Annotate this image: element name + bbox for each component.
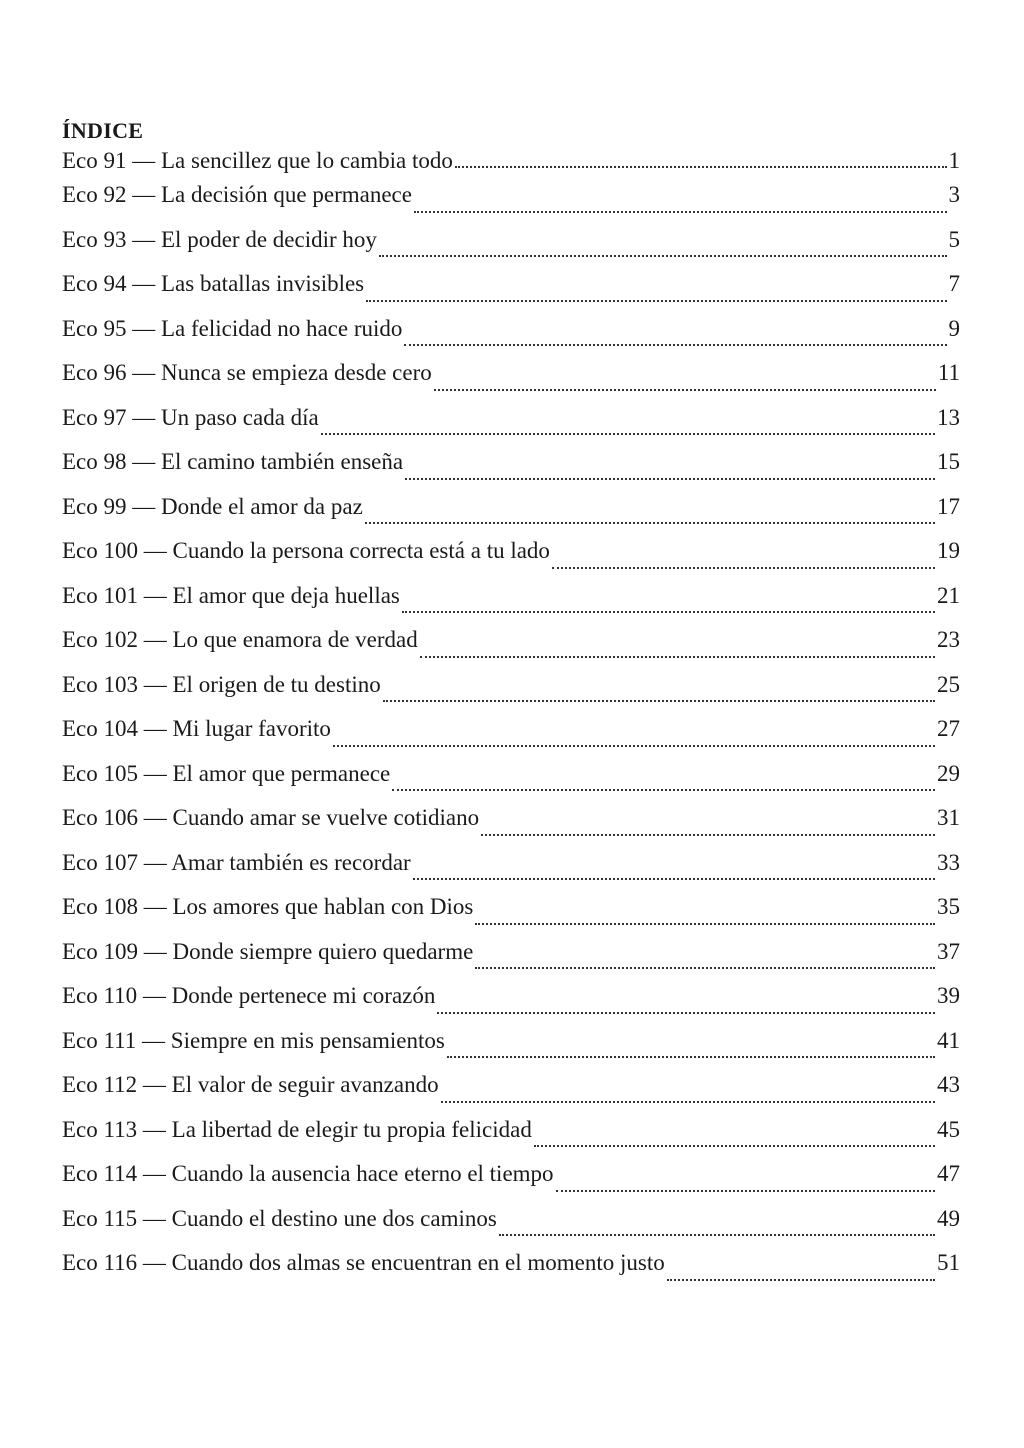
toc-entry[interactable]: [62, 1070, 960, 1115]
toc-entry-page-number: 29: [937, 760, 960, 786]
toc-entry-page-number: 35: [937, 894, 960, 919]
dot-leader: [405, 478, 935, 480]
toc-heading: ÍNDICE: [62, 118, 144, 143]
dot-leader: [475, 967, 935, 969]
toc-entry[interactable]: [62, 225, 960, 270]
toc-entry[interactable]: [62, 803, 960, 848]
dot-leader: [475, 923, 935, 925]
toc-entry-page-number: 1: [948, 148, 960, 173]
toc-entry[interactable]: [62, 447, 960, 492]
dot-leader: [455, 166, 947, 168]
toc-entry-title: Eco 112 — El valor de seguir avanzando: [62, 1072, 439, 1097]
toc-entry-title: Eco 98 — El camino también enseña: [62, 449, 404, 474]
toc-entry-title: Eco 92 — La decisión que permanece: [62, 182, 412, 207]
toc-entry[interactable]: [62, 1159, 960, 1204]
toc-entry[interactable]: [62, 848, 960, 893]
dot-leader: [499, 1234, 935, 1236]
dot-leader: [392, 789, 935, 791]
document-page: [62, 116, 960, 1293]
toc-entry-title: Eco 106 — Cuando amar se vuelve cotidiano: [62, 805, 480, 830]
toc-entry-title: Eco 114 — Cuando la ausencia hace eterno el tiempo: [62, 1161, 554, 1186]
toc-entry[interactable]: [62, 492, 960, 537]
toc-entry-title: Eco 105 — El amor que permanece: [62, 760, 391, 786]
toc-entry-title: Eco 96 — Nunca se empieza desde cero: [62, 360, 432, 385]
toc-entry-title: Eco 108 — Los amores que hablan con Dios: [62, 894, 474, 919]
toc-entry[interactable]: [62, 937, 960, 982]
dot-leader: [379, 255, 947, 257]
toc-entry-page-number: 31: [937, 805, 960, 830]
toc-entry-page-number: 43: [937, 1072, 960, 1097]
toc-entry-page-number: 3: [948, 182, 960, 207]
toc-entry-title: Eco 103 — El origen de tu destino: [62, 671, 381, 697]
toc-entry-title: Eco 113 — La libertad de elegir tu propia felicidad: [62, 1116, 532, 1142]
dot-leader: [383, 700, 935, 702]
toc-entry-title: Eco 102 — Lo que enamora de verdad: [62, 627, 418, 652]
toc-entry-page-number: 11: [937, 360, 960, 385]
dot-leader: [441, 1101, 935, 1103]
toc-entry-page-number: 23: [937, 627, 960, 652]
toc-entry-page-number: 51: [937, 1250, 960, 1275]
toc-entry[interactable]: [62, 536, 960, 581]
toc-entry[interactable]: [62, 314, 960, 359]
toc-entry-page-number: 27: [937, 716, 960, 741]
toc-entry-page-number: 37: [937, 938, 960, 964]
toc-entry-page-number: 19: [937, 538, 960, 563]
dot-leader: [420, 656, 935, 658]
toc-entry-title: Eco 109 — Donde siempre quiero quedarme: [62, 938, 474, 964]
toc-entry[interactable]: [62, 146, 960, 180]
toc-entry-page-number: 15: [937, 449, 960, 474]
toc-entry-title: Eco 107 — Amar también es recordar: [62, 849, 411, 875]
toc-entry[interactable]: [62, 1248, 960, 1293]
toc-entry[interactable]: [62, 714, 960, 759]
toc-entry-title: Eco 104 — Mi lugar favorito: [62, 716, 331, 741]
toc-entry-page-number: 17: [937, 493, 960, 519]
toc-entry[interactable]: [62, 981, 960, 1026]
toc-entry-page-number: 25: [937, 671, 960, 697]
toc-entry[interactable]: [62, 625, 960, 670]
toc-entry-title: Eco 115 — Cuando el destino une dos caminos: [62, 1205, 497, 1231]
toc-entry[interactable]: [62, 358, 960, 403]
dot-leader: [366, 300, 946, 302]
dot-leader: [552, 567, 935, 569]
toc-entry[interactable]: [62, 269, 960, 314]
dot-leader: [414, 211, 947, 213]
toc-entry-page-number: 33: [937, 849, 960, 875]
toc-entry-page-number: 13: [937, 404, 960, 430]
dot-leader: [333, 745, 935, 747]
toc-entry[interactable]: [62, 759, 960, 804]
toc-entry-title: Eco 100 — Cuando la persona correcta está a tu lado: [62, 538, 550, 563]
toc-entry-title: Eco 116 — Cuando dos almas se encuentran en el momento justo: [62, 1250, 665, 1275]
dot-leader: [556, 1190, 935, 1192]
toc-entry-page-number: 41: [937, 1027, 960, 1053]
dot-leader: [404, 344, 946, 346]
toc-entry-title: Eco 111 — Siempre en mis pensamientos: [62, 1027, 445, 1053]
toc-entry-title: Eco 101 — El amor que deja huellas: [62, 582, 400, 608]
dot-leader: [413, 878, 935, 880]
toc-entry-page-number: 49: [937, 1205, 960, 1231]
dot-leader: [447, 1056, 935, 1058]
toc-entry-page-number: 21: [937, 582, 960, 608]
toc-entry-title: Eco 97 — Un paso cada día: [62, 404, 319, 430]
dot-leader: [437, 1012, 935, 1014]
toc-entry[interactable]: [62, 1026, 960, 1071]
toc-entry-title: Eco 94 — Las batallas invisibles: [62, 271, 365, 296]
toc-entry-title: Eco 91 — La sencillez que lo cambia todo: [62, 148, 453, 173]
toc-entry-page-number: 45: [937, 1116, 960, 1142]
toc-entry[interactable]: [62, 180, 960, 225]
dot-leader: [534, 1145, 935, 1147]
toc-entry-page-number: 9: [948, 315, 960, 341]
dot-leader: [481, 834, 935, 836]
toc-entry-page-number: 47: [937, 1161, 960, 1186]
dot-leader: [434, 389, 936, 391]
dot-leader: [365, 522, 935, 524]
toc-entry-title: Eco 110 — Donde pertenece mi corazón: [62, 983, 436, 1008]
dot-leader: [321, 433, 935, 435]
toc-entry-title: Eco 99 — Donde el amor da paz: [62, 493, 363, 519]
toc-entry-title: Eco 93 — El poder de decidir hoy: [62, 226, 377, 252]
table-of-contents: [62, 146, 960, 1293]
dot-leader: [402, 611, 935, 613]
toc-entry[interactable]: [62, 1115, 960, 1160]
toc-entry[interactable]: [62, 403, 960, 448]
dot-leader: [667, 1279, 935, 1281]
toc-entry[interactable]: [62, 670, 960, 715]
toc-entry[interactable]: [62, 581, 960, 626]
toc-entry-page-number: 5: [948, 226, 960, 252]
toc-entry-title: Eco 95 — La felicidad no hace ruido: [62, 315, 403, 341]
toc-entry[interactable]: [62, 1204, 960, 1249]
toc-entry-page-number: 7: [948, 271, 960, 296]
toc-entry[interactable]: [62, 892, 960, 937]
toc-entry-page-number: 39: [937, 983, 960, 1008]
